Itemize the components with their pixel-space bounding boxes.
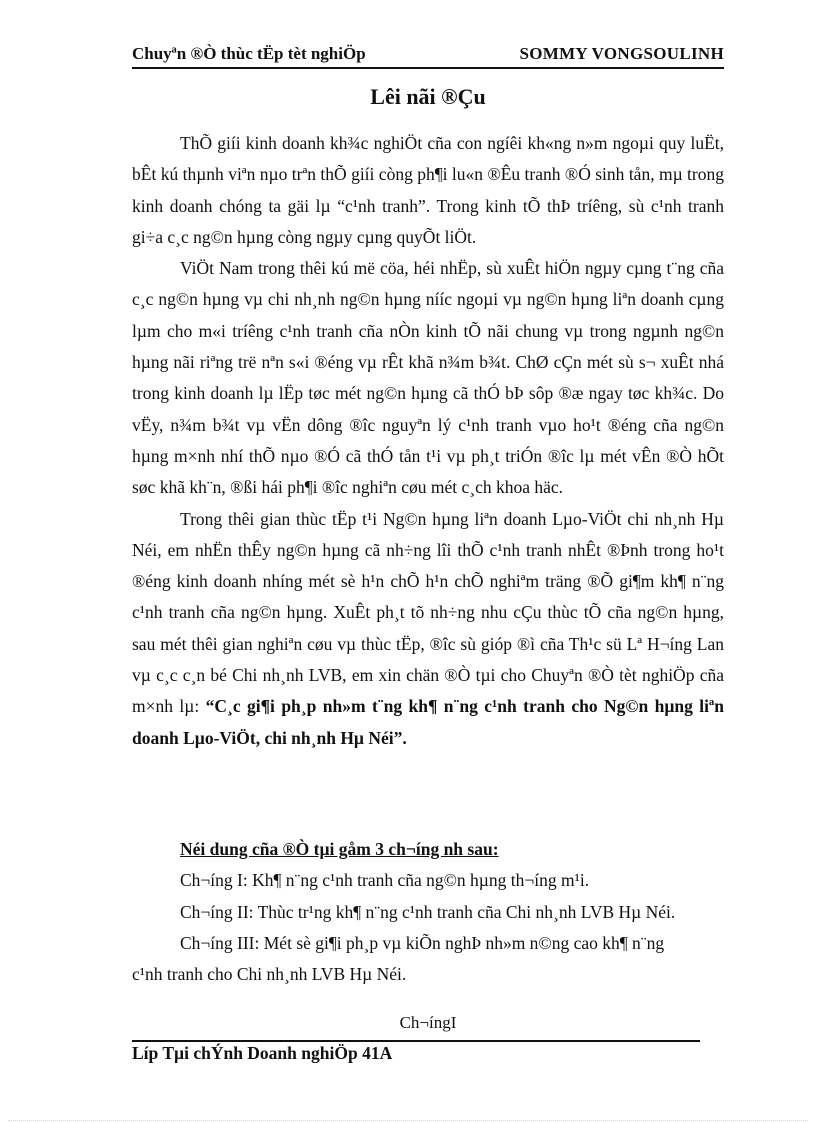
page-bottom-edge bbox=[8, 1120, 808, 1121]
paragraph-2: ViÖt Nam trong thêi kú më cöa, héi nhËp, sù xuÊt hiÖn ngµy cµng t¨ng cña c¸c ng©n hµng vµ chi nh¸nh ng©n hµng nííc ngoµi vµ ng©n hµng liªn doanh cµng lµm cho m«i tríêng c¹nh tranh cña nÒn kinh tÕ nãi chung vµ trong ngµnh ng©n hµng nãi riªng trë nªn s«i ®éng vµ rÊt khã n¾m b¾t. ChØ cÇn mét sù s¬ xuÊt nhá trong kinh doanh lµ lËp tøc mét ng©n hµng cã thÓ bÞ sôp ®æ ngay tøc kh¾c. Do vËy, n¾m b¾t vµ vËn dông ®îc nguyªn lý c¹nh tranh vµo ho¹t ®éng cña ng©n hµng m×nh nhí thÕ nµo ®Ó cã thÓ tån t¹i vµ ph¸t triÓn ®îc lµ mét vÊn ®Ò hÕt søc khã kh¨n, ®ßi hái ph¶i ®îc nghiªn cøu mét c¸ch khoa häc. bbox=[132, 258, 724, 498]
contents-item-chapter-3: Ch¬íng III: Mét sè gi¶i ph¸p vµ kiÕn nghÞ nh»m n©ng cao kh¶ n¨ng bbox=[180, 932, 665, 953]
contents-item-chapter-1: Ch¬íng I: Kh¶ n¨ng c¹nh tranh cña ng©n hµng th¬íng m¹i. bbox=[180, 870, 590, 891]
contents-heading: Néi dung cña ®Ò tµi gåm 3 ch¬íng nh sau: bbox=[180, 839, 499, 859]
paragraph-3-text: Trong thêi gian thùc tËp t¹i Ng©n hµng liªn doanh Lµo-ViÖt chi nh¸nh Hµ Néi, em nhËn thÊy ng©n hµng cã nh÷ng lîi thÕ c¹nh tranh nhÊt ®Þnh trong ho¹t ®éng kinh doanh nhíng mét sè h¹n chÕ h¹n chÕ nghiªm träng ®Õ gi¶m kh¶ n¨ng c¹nh tranh cña ng©n hµng. XuÊt ph¸t tõ nh÷ng nhu cÇu thùc tÕ cña ng©n hµng, sau mét thêi gian nghiªn cøu vµ thùc tËp, ®îc sù gióp ®ì cña Th¹c sü Lª H¬íng Lan vµ c¸c c¸n bé Chi nh¸nh LVB, em xin chän ®Ò tµi cho Chuyªn ®Ò tèt nghiÖp cña m×nh lµ: bbox=[132, 508, 724, 717]
paragraph-3 bbox=[132, 504, 724, 754]
thesis-topic-title: “C¸c gi¶i ph¸p nh»m t¨ng kh¶ n¨ng c¹nh tranh cho Ng©n hµng liªn doanh Lµo-ViÖt, chi nh¸nh Hµ Néi”. bbox=[132, 696, 725, 748]
page-footer: Líp Tµi chÝnh Doanh nghiÖp 41A bbox=[132, 1043, 393, 1063]
header-divider bbox=[132, 67, 724, 69]
body-text bbox=[132, 128, 724, 754]
page-title: Lêi nãi ®Çu bbox=[370, 84, 486, 109]
contents-section bbox=[132, 834, 724, 990]
contents-item-chapter-2: Ch¬íng II: Thùc tr¹ng kh¶ n¨ng c¹nh tranh cña Chi nh¸nh LVB Hµ Néi. bbox=[180, 901, 676, 922]
header-author-name: SOMMY VONGSOULINH bbox=[519, 44, 724, 63]
paragraph-1: ThÕ giíi kinh doanh kh¾c nghiÖt cña con ngíêi kh«ng n»m ngoµi quy luËt, bÊt kú thµnh viªn nµo trªn thÕ giíi còng ph¶i lu«n ®Êu tranh ®Ó sinh tån, mµ trong kinh doanh chóng ta gäi lµ “c¹nh tranh”. Trong kinh tÕ thÞ tríêng, sù c¹nh tranh gi÷a c¸c ng©n hµng còng ngµy cµng quyÕt liÖt. bbox=[132, 133, 724, 247]
header-document-type: Chuyªn ®Ò thùc tËp tèt nghiÖp bbox=[132, 44, 366, 63]
chapter-label: Ch¬íngI bbox=[399, 1013, 457, 1032]
contents-item-chapter-3-continued: c¹nh tranh cho Chi nh¸nh LVB Hµ Néi. bbox=[132, 964, 407, 985]
footer-divider bbox=[132, 1040, 700, 1042]
page-header bbox=[132, 44, 724, 68]
